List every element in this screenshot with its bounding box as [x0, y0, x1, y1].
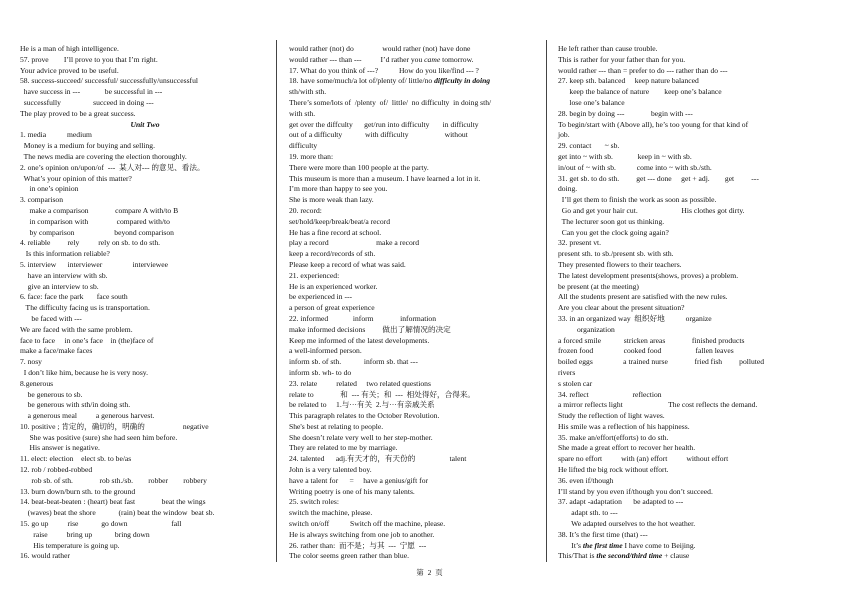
- text-line: with sth.: [289, 108, 316, 118]
- text-line: 8.generous: [20, 378, 54, 388]
- text-line: be related to 1.与···有关 2.与···有亲戚关系: [289, 400, 435, 410]
- text-line: play a record make a record: [289, 238, 420, 248]
- text-line: 19. more than:: [289, 151, 334, 161]
- text-line: She is more weak than lazy.: [289, 195, 374, 205]
- text-line: 57. prove I’ll prove to you that I’m right.: [20, 54, 158, 64]
- text-line: 24. talented adj.有天才的，有天份的 talent: [289, 454, 467, 464]
- text-line: relate to 和 --- 有关；和 --- 相处得好，合得来。: [289, 389, 476, 399]
- text-line: She made a great effort to recover her health.: [558, 443, 696, 453]
- text-line: We adapted ourselves to the hot weather.: [558, 519, 696, 529]
- text-line: 22. informed inform information: [289, 313, 437, 323]
- text-line: His temperature is going up.: [20, 540, 120, 550]
- text-line: Money is a medium for buying and selling.: [20, 141, 155, 151]
- text-line: would rather --- than --- I’d rather you came tomorrow.: [289, 54, 474, 64]
- text-line: 34. reflect reflection: [558, 389, 662, 399]
- text-line: 7. nosy: [20, 357, 42, 367]
- text-line: 32. present vt.: [558, 238, 602, 248]
- page-footer: 第 2 页: [416, 568, 444, 577]
- text-line: Are you clear about the present situation?: [558, 303, 685, 313]
- text-line: inform sb. wh- to do: [289, 367, 352, 377]
- column-left: [20, 44, 270, 562]
- text-line: 5. interview interviewer interviewee: [20, 259, 169, 269]
- text-line: This is rather for your father than for you.: [558, 54, 686, 64]
- text-line: rob sb. of sth. rob sth./sb. robber robbery: [20, 475, 207, 485]
- text-line: Go and get your hair cut. His clothes got dirty.: [558, 205, 745, 215]
- text-line: successfully succeed in doing ---: [20, 97, 154, 107]
- text-line: Study the reflection of light waves.: [558, 411, 665, 421]
- text-line: in comparison with compared with/to: [20, 216, 170, 226]
- text-line: I’ll get them to finish the work as soon as possible.: [558, 195, 717, 205]
- text-line: face to face in one’s face in (the)face of: [20, 335, 154, 345]
- text-line: 31. get sb. to do sth. get --- done get + adj. get ---: [558, 173, 759, 183]
- text-line: make a face/make faces: [20, 346, 93, 356]
- text-line: a generous meal a generous harvest.: [20, 411, 155, 421]
- text-line: We are faced with the same problem.: [20, 324, 133, 334]
- text-line: 3. comparison: [20, 195, 64, 205]
- text-line: 21. experienced:: [289, 270, 340, 280]
- text-line: be generous with sth/in doing sth.: [20, 400, 131, 410]
- text-line: The difficulty facing us is transportation.: [20, 303, 150, 313]
- text-line: 16. would rather: [20, 551, 70, 561]
- text-line: He has a fine record at school.: [289, 227, 382, 237]
- text-line: spare no effort with (an) effort without effort: [558, 454, 729, 464]
- text-line: give an interview to sb.: [20, 281, 99, 291]
- text-line: Unit Two: [130, 119, 160, 129]
- text-line: s stolen car: [558, 378, 593, 388]
- text-line: rivers: [558, 367, 576, 377]
- text-line: The color seems green rather than blue.: [289, 551, 409, 561]
- text-line: Your advice proved to be useful.: [20, 65, 119, 75]
- text-line: make a comparison compare A with/to B: [20, 205, 179, 215]
- text-line: present sth. to sb./present sb. with sth.: [558, 249, 674, 259]
- text-line: 11. elect: election elect sb. to be/as: [20, 454, 132, 464]
- text-line: I’ll stand by you even if/though you don’t succeed.: [558, 486, 713, 496]
- text-line: The play proved to be a great success.: [20, 108, 136, 118]
- text-line: 37. adapt -adaptation be adapted to ---: [558, 497, 684, 507]
- text-line: His smile was a reflection of his happiness.: [558, 421, 690, 431]
- text-line: by comparison beyond comparison: [20, 227, 174, 237]
- text-line: 12. rob / robbed-robbed: [20, 465, 93, 475]
- text-line: He is a man of high intelligence.: [20, 44, 119, 53]
- text-line: The lecturer soon got us thinking.: [558, 216, 665, 226]
- text-line: a forced smile stricken areas finished products: [558, 335, 745, 345]
- emphasized-phrase: the second/third time: [596, 551, 663, 561]
- text-line: She doesn’t relate very well to her step-mother.: [289, 432, 433, 442]
- text-line: 6. face: face the park face south: [20, 292, 128, 302]
- text-line: raise bring up bring down: [20, 529, 150, 539]
- text-line: They presented flowers to their teachers.: [558, 259, 682, 269]
- text-line: 29. contact ~ sb.: [558, 141, 620, 151]
- text-line: set/hold/keep/break/beat/a record: [289, 216, 390, 226]
- text-line: 20. record:: [289, 205, 322, 215]
- text-line: 14. beat-beat-beaten : (heart) beat fast beat the wings: [20, 497, 206, 507]
- text-line: John is a very talented boy.: [289, 465, 372, 475]
- text-line: 10. positive ; 肯定的，确切的，明确的 negative: [20, 421, 209, 431]
- text-line: 33. in an organized way 组织好地 organize: [558, 313, 712, 323]
- text-line: This paragraph relates to the October Revolution.: [289, 411, 440, 421]
- text-line: job.: [558, 130, 570, 140]
- text-line: inform sb. of sth. inform sb. that ---: [289, 357, 418, 367]
- text-line: have a talent for = have a genius/gift for: [289, 475, 429, 485]
- text-line: be experienced in ---: [289, 292, 353, 302]
- text-line: There were more than 100 people at the party.: [289, 162, 429, 172]
- text-line: be generous to sb.: [20, 389, 83, 399]
- text-line: have success in --- be successful in ---: [20, 87, 163, 97]
- text-line: All the students present are satisfied with the new rules.: [558, 292, 728, 302]
- text-line: I don’t like him, because he is very nosy.: [20, 367, 149, 377]
- column-divider-left: [276, 40, 277, 562]
- text-line: He left rather than cause trouble.: [558, 44, 658, 53]
- text-line: (waves) beat the shore (rain) beat the window beat sb.: [20, 508, 215, 518]
- text-line: a well-informed person.: [289, 346, 362, 356]
- text-line: a mirror reflects light The cost reflects the demand.: [558, 400, 758, 410]
- text-line: boiled eggs a trained nurse fried fish polluted: [558, 357, 765, 367]
- emphasized-phrase: difficulty in doing: [434, 76, 491, 86]
- text-line: She's best at relating to people.: [289, 421, 384, 431]
- text-line: 1. media medium: [20, 130, 92, 140]
- text-line: Can you get the clock going again?: [558, 227, 669, 237]
- text-line: I’m more than happy to see you.: [289, 184, 388, 194]
- text-line: He is always switching from one job to another.: [289, 529, 435, 539]
- text-line: 18. have some/much/a lot of/plenty of/ little/no difficulty in doing: [289, 76, 491, 86]
- column-middle: [289, 44, 536, 562]
- text-line: What’s your opinion of this matter?: [20, 173, 132, 183]
- text-line: lose one’s balance: [558, 97, 625, 107]
- text-line: keep a record/records of sth.: [289, 249, 376, 259]
- emphasized-phrase: the first time: [582, 540, 623, 550]
- text-line: difficulty: [289, 141, 318, 151]
- text-line: They are related to me by marriage.: [289, 443, 398, 453]
- text-line: This museum is more than a museum. I have learned a lot in it.: [289, 173, 481, 183]
- text-line: He lifted the big rock without effort.: [558, 465, 669, 475]
- text-line: Writing poetry is one of his many talents.: [289, 486, 415, 496]
- text-line: 17. What do you think of ---? How do you like/find --- ?: [289, 65, 479, 75]
- text-line: The news media are covering the election thoroughly.: [20, 151, 187, 161]
- text-line: 4. reliable rely rely on sb. to do sth.: [20, 238, 161, 248]
- column-divider-right: [546, 40, 547, 562]
- text-line: 36. even if/though: [558, 475, 614, 485]
- text-line: 35. make an/effort(efforts) to do sth.: [558, 432, 669, 442]
- text-line: She was positive (sure) she had seen him before.: [20, 432, 178, 442]
- text-line: 13. burn down/burn sth. to the ground: [20, 486, 136, 496]
- text-line: 58. success-succeed/ successful/ successfully/unsuccessful: [20, 76, 198, 86]
- text-line: make informed decisions 做出了解情况的决定: [289, 324, 451, 334]
- text-line: This/That is the second/third time + clause: [558, 551, 690, 561]
- text-line: It’s the first time I have come to Beijing.: [558, 540, 696, 550]
- text-line: in/out of ~ with sb. come into ~ with sb./sth.: [558, 162, 712, 172]
- text-line: 23. relate related two related questions: [289, 378, 431, 388]
- text-line: be present (at the meeting): [558, 281, 639, 291]
- text-line: a person of great experience: [289, 303, 375, 313]
- text-line: 26. rather than: 而不是；与其 --- 宁愿 ---: [289, 540, 427, 550]
- text-line: frozen food cooked food fallen leaves: [558, 346, 734, 356]
- text-line: switch the machine, please.: [289, 508, 373, 518]
- text-line: get over the diffculty get/run into difficulty in difficulty: [289, 119, 479, 129]
- text-line: switch on/off Switch off the machine, please.: [289, 519, 446, 529]
- text-line: There’s some/lots of /plenty of/ little/ no difficulty in doing sth/: [289, 97, 492, 107]
- text-line: keep the balance of nature keep one’s balance: [558, 87, 722, 97]
- emphasized-phrase: came: [424, 54, 441, 64]
- text-line: doing.: [558, 184, 578, 194]
- text-line: would rather --- than = prefer to do --- rather than do ---: [558, 65, 728, 75]
- text-line: To begin/start with (Above all), he’s too young for that kind of: [558, 119, 749, 129]
- text-line: The latest development presents(shows, proves) a problem.: [558, 270, 739, 280]
- text-line: 25. switch roles:: [289, 497, 339, 507]
- text-line: 15. go up rise go down fall: [20, 519, 182, 529]
- text-line: be faced with ---: [20, 313, 82, 323]
- text-line: 27. keep sth. balanced keep nature balanced: [558, 76, 699, 86]
- text-line: Please keep a record of what was said.: [289, 259, 406, 269]
- text-line: in one’s opinion: [20, 184, 79, 194]
- text-line: 38. It’s the first time (that) ---: [558, 529, 648, 539]
- text-line: organization: [558, 324, 615, 334]
- text-line: His answer is negative.: [20, 443, 100, 453]
- text-line: Keep me informed of the latest developments.: [289, 335, 430, 345]
- text-line: would rather (not) do would rather (not) have done: [289, 44, 471, 53]
- text-line: adapt sth. to ---: [558, 508, 618, 518]
- column-right: [558, 44, 820, 562]
- text-line: Is this information reliable?: [20, 249, 110, 259]
- text-line: out of a difficulty with difficulty without: [289, 130, 468, 140]
- text-line: 2. one’s opinion on/upon/of --- 某人对--- 的意见、看法。: [20, 162, 205, 172]
- text-line: sth/with sth.: [289, 87, 327, 97]
- text-line: He is an experienced worker.: [289, 281, 378, 291]
- text-line: 28. begin by doing --- begin with ---: [558, 108, 693, 118]
- text-line: get into ~ with sb. keep in ~ with sb.: [558, 151, 692, 161]
- text-line: have an interview with sb.: [20, 270, 108, 280]
